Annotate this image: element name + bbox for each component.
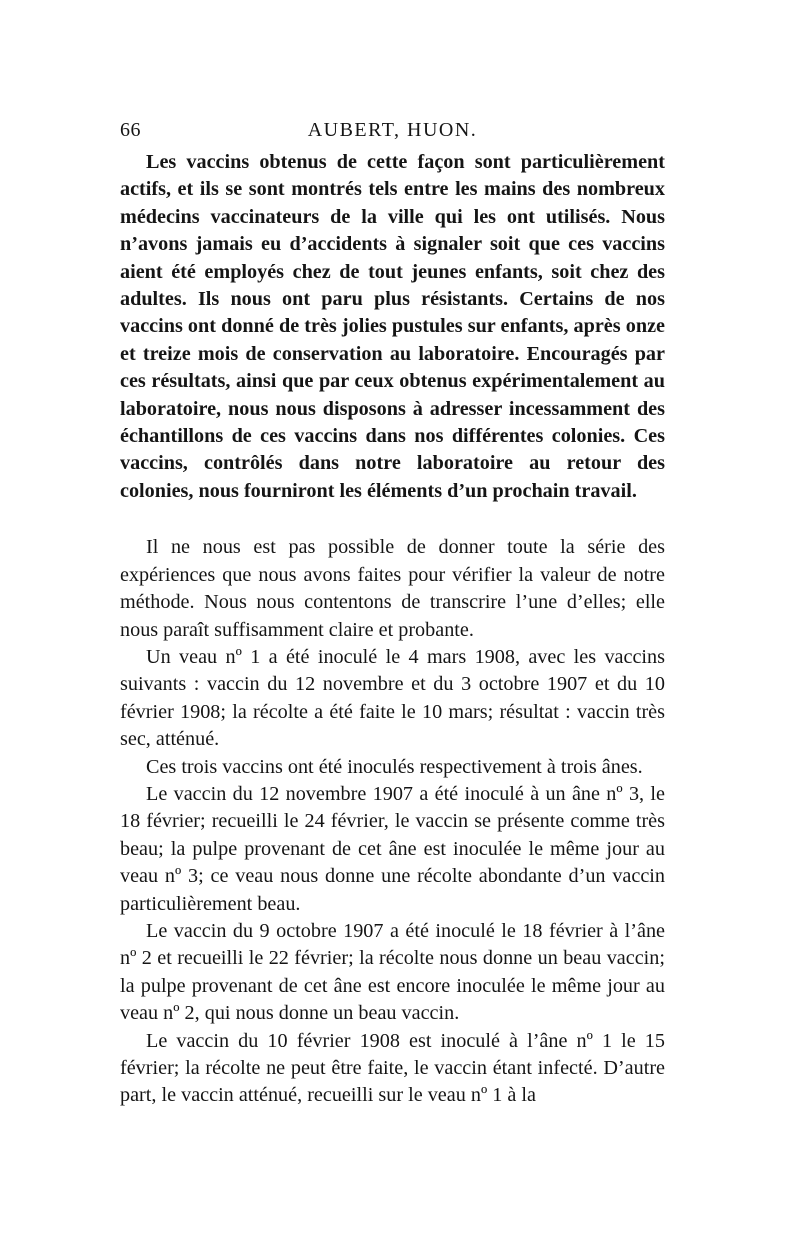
page-number: 66 (120, 119, 141, 141)
running-head (120, 115, 665, 145)
paragraph-three-donkeys: Ces trois vaccins ont été inoculés respectivement à trois ânes. (146, 755, 643, 778)
section-gap (120, 505, 665, 534)
body-text (120, 149, 665, 1110)
running-title: AUBERT, HUON. (307, 119, 478, 141)
paragraph-calf-1: Un veau nº 1 a été inoculé le 4 mars 1908, avec les vaccins suivants : vaccin du 12 novembre et du 3 octobre 1907 et du 10 février 1908; la récolte a été faite le 10 mars; résultat : vaccin très sec, atténué. (120, 645, 665, 751)
paragraph-donkey-1: Le vaccin du 10 février 1908 est inoculé à l’âne nº 1 le 15 février; la récolte ne peut être faite, le vaccin étant infecté. D’autre part, le vaccin atténué, recueilli sur le veau nº 1 à la (120, 1029, 665, 1107)
paragraph-donkey-3: Le vaccin du 12 novembre 1907 a été inoculé à un âne nº 3, le 18 février; recueilli le 24 février, le vaccin se présente comme très beau; la pulpe provenant de cet âne est inoculée le même jour au veau nº 3; ce veau nous donne une récolte abondante d’un vaccin particulièrement beau. (120, 782, 665, 915)
paragraph-experiments-intro: Il ne nous est pas possible de donner toute la série des expériences que nous avons faites pour vérifier la valeur de notre méthode. Nous nous contentons de transcrire l’une d’elles; elle nous paraît suffisamment claire et probante. (120, 536, 665, 641)
paragraph-donkey-2: Le vaccin du 9 octobre 1907 a été inoculé le 18 février à l’âne nº 2 et recueilli le 22 février; la récolte nous donne un beau vaccin; la pulpe provenant de cet âne est encore inoculée le même jour au veau nº 2, qui nous donne un beau vaccin. (120, 919, 665, 1025)
paragraph-vaccines-results: Les vaccins obtenus de cette façon sont particulièrement actifs, et ils se sont montrés tels entre les mains des nombreux médecins vaccinateurs de la ville qui les ont utilisés. Nous n’avons jamais eu d’accidents à signaler soit que ces vaccins aient été employés chez de tout jeunes enfants, soit chez des adultes. Ils nous ont paru plus résistants. Certains de nos vaccins ont donné de très jolies pustules sur enfants, après onze et treize mois de conservation au laboratoire. Encouragés par ces résultats, ainsi que par ceux obtenus expérimentalement au laboratoire, nous nous disposons à adresser incessamment des échantillons de ces vaccins dans nos différentes colonies. Ces vaccins, contrôlés dans notre laboratoire au retour des colonies, nous fourniront les éléments d’un prochain travail. (120, 151, 665, 502)
